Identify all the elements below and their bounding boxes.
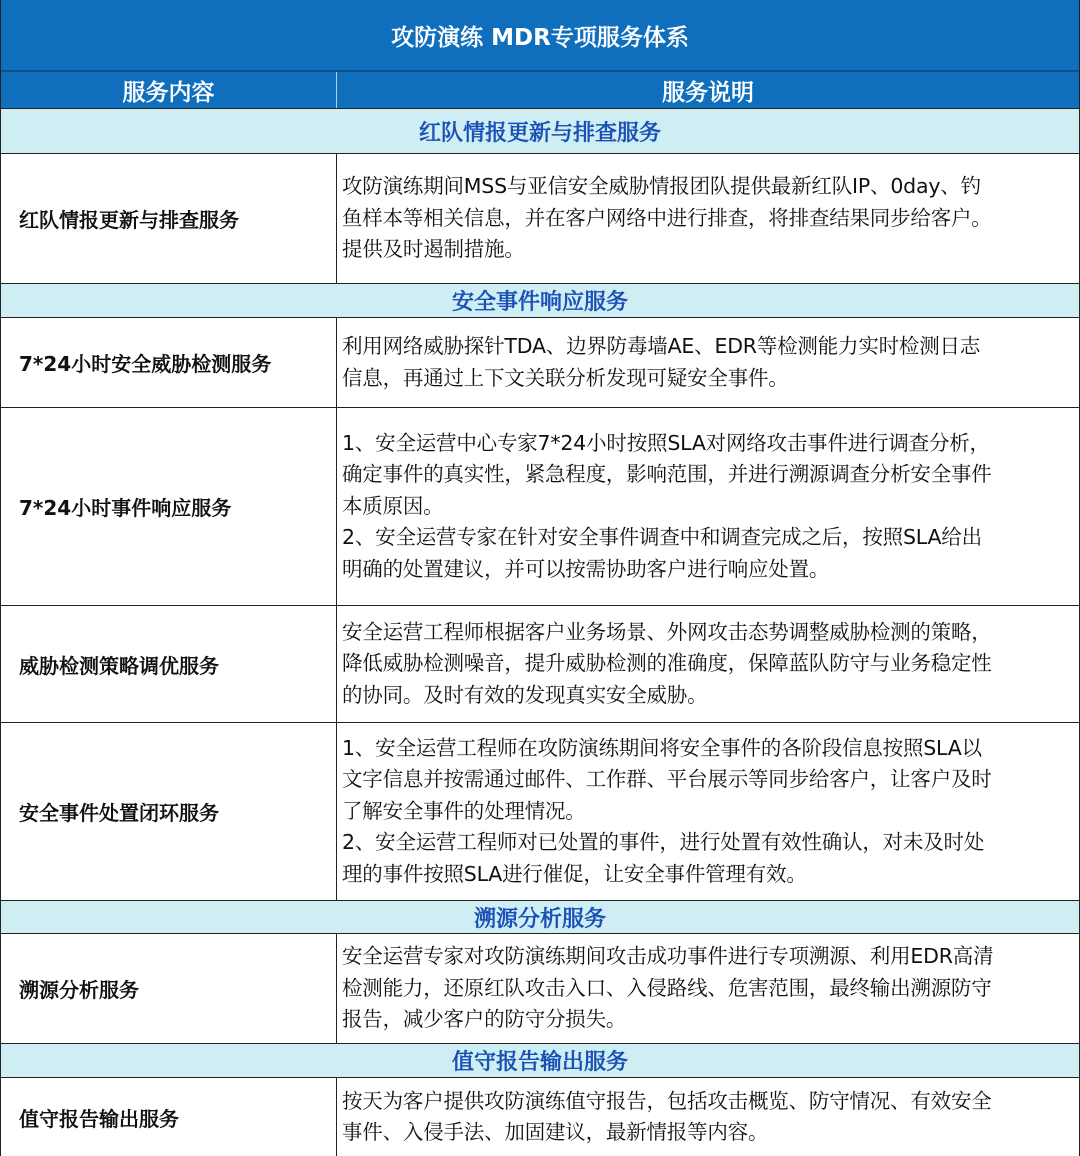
table-header	[1, 72, 1079, 109]
table-row	[1, 154, 1079, 284]
service-description	[337, 606, 1079, 722]
description-line: 理的事件按照SLA进行催促，让安全事件管理有效。	[342, 861, 807, 886]
section-incident-response: 安全事件响应服务	[1, 284, 1079, 318]
description-line: 按天为客户提供攻防演练值守报告，包括攻击概览、防守情况、有效安全	[342, 1088, 992, 1113]
table-row	[1, 934, 1079, 1044]
description-line: 检测能力，还原红队攻击入口、入侵路线、危害范围，最终输出溯源防守	[342, 975, 992, 1000]
description-line: 本质原因。	[342, 493, 444, 518]
description-line: 报告，减少客户的防守分损失。	[342, 1007, 627, 1032]
description-line: 确定事件的真实性，紧急程度，影响范围，并进行溯源调查分析安全事件	[342, 462, 992, 487]
description-line: 文字信息并按需通过邮件、工作群、平台展示等同步给客户，让客户及时	[342, 767, 992, 792]
table-title: 攻防演练 MDR专项服务体系	[1, 0, 1079, 72]
description-line: 的协同。及时有效的发现真实安全威胁。	[342, 682, 708, 707]
description-line: 1、安全运营中心专家7*24小时按照SLA对网络攻击事件进行调查分析，	[342, 430, 990, 455]
service-name: 溯源分析服务	[1, 934, 337, 1043]
table-row	[1, 606, 1079, 723]
service-name: 红队情报更新与排查服务	[1, 154, 337, 283]
table-row	[1, 318, 1079, 408]
description-line: 攻防演练期间MSS与亚信安全威胁情报团队提供最新红队IP、0day、钓	[342, 174, 981, 199]
description-line: 2、安全运营工程师对已处置的事件，进行处置有效性确认，对未及时处	[342, 830, 985, 855]
description-line: 鱼样本等相关信息，并在客户网络中进行排查，将排查结果同步给客户。	[342, 205, 992, 230]
service-name: 7*24小时事件响应服务	[1, 408, 337, 605]
description-line: 提供及时遏制措施。	[342, 237, 525, 262]
section-red-team-intel: 红队情报更新与排查服务	[1, 109, 1079, 154]
service-description	[337, 408, 1079, 605]
description-line: 安全运营专家对攻防演练期间攻击成功事件进行专项溯源、利用EDR高清	[342, 944, 994, 969]
service-description	[337, 934, 1079, 1043]
table-row	[1, 1078, 1079, 1156]
header-service-description: 服务说明	[662, 79, 754, 106]
description-line: 信息，再通过上下文关联分析发现可疑安全事件。	[342, 365, 789, 390]
service-name: 安全事件处置闭环服务	[1, 723, 337, 900]
service-name: 7*24小时安全威胁检测服务	[1, 318, 337, 407]
description-line: 事件、入侵手法、加固建议，最新情报等内容。	[342, 1120, 769, 1144]
service-description	[337, 1078, 1079, 1156]
table-row	[1, 723, 1079, 901]
section-duty-report: 值守报告输出服务	[1, 1044, 1079, 1078]
section-traceability: 溯源分析服务	[1, 901, 1079, 934]
service-description	[337, 154, 1079, 283]
description-line: 降低威胁检测噪音，提升威胁检测的准确度，保障蓝队防守与业务稳定性	[342, 651, 992, 676]
description-line: 安全运营工程师根据客户业务场景、外网攻击态势调整威胁检测的策略，	[342, 619, 992, 644]
service-description	[337, 723, 1079, 900]
description-line: 2、安全运营专家在针对安全事件调查中和调查完成之后，按照SLA给出	[342, 525, 982, 550]
table-row	[1, 408, 1079, 606]
header-service-content: 服务内容	[1, 72, 337, 108]
description-line: 1、安全运营工程师在攻防演练期间将安全事件的各阶段信息按照SLA以	[342, 735, 982, 760]
description-line: 了解安全事件的处理情况。	[342, 798, 586, 823]
description-line: 利用网络威胁探针TDA、边界防毒墙AE、EDR等检测能力实时检测日志	[342, 334, 981, 358]
service-description	[337, 318, 1079, 407]
service-name: 威胁检测策略调优服务	[1, 606, 337, 722]
description-line: 明确的处置建议，并可以按需协助客户进行响应处置。	[342, 556, 830, 581]
service-name: 值守报告输出服务	[1, 1078, 337, 1156]
